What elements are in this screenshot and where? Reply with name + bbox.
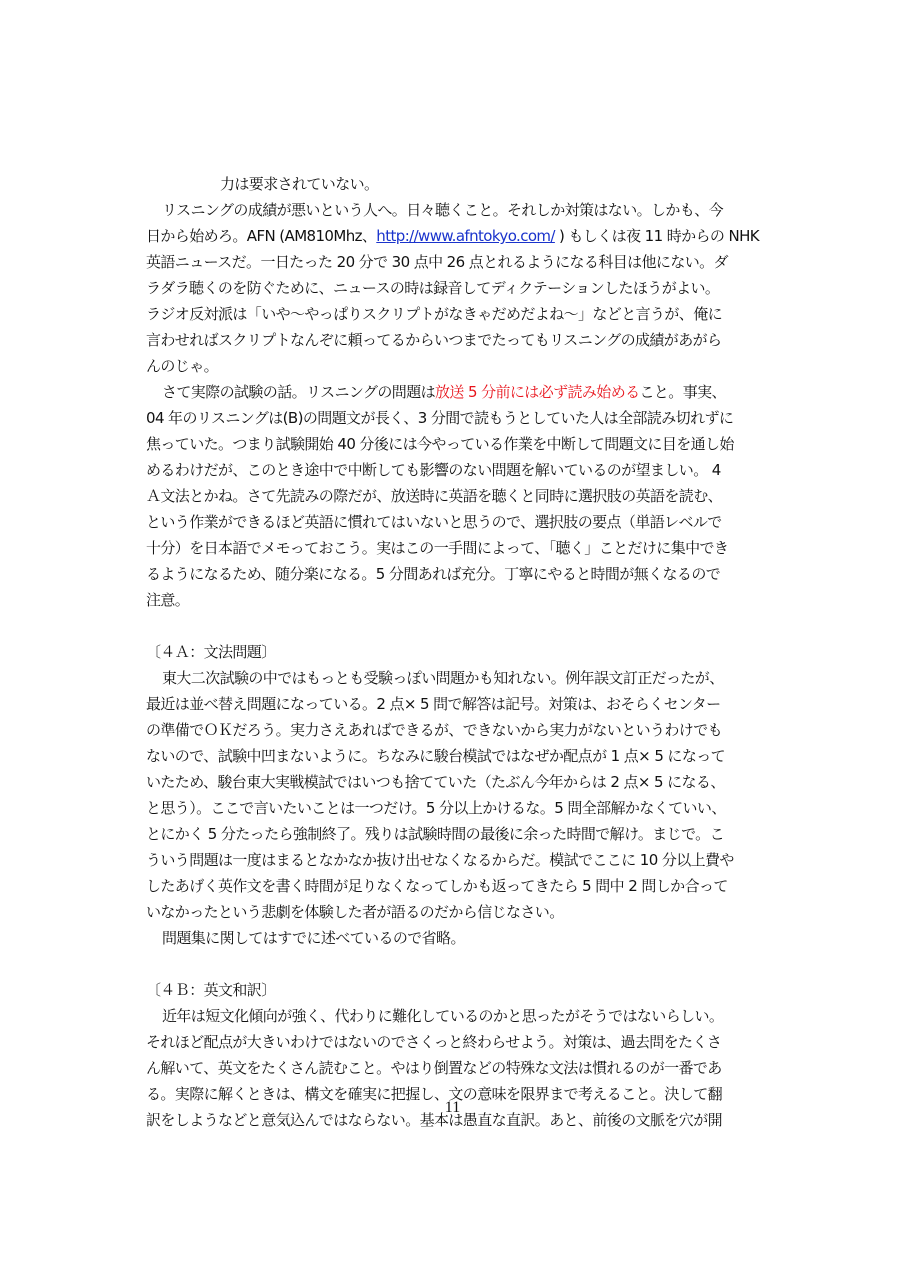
text-segment: 焦っていた。つまり試験開始 40 分後には今やっている作業を中断して問題文に目を通し始	[146, 435, 734, 453]
text-line	[146, 509, 774, 535]
text-line	[146, 1055, 774, 1081]
text-line	[146, 405, 774, 431]
document-body	[146, 171, 774, 1133]
text-segment: とにかく 5 分たったら強制終了。残りは試験時間の最後に余った時間で解け。まじで。こ	[146, 825, 724, 843]
text-segment: 近年は短文化傾向が強く、代わりに難化しているのかと思ったがそうではないらしい。	[162, 1007, 724, 1025]
text-segment: 日から始めろ。AFN (AM810Mhz、	[146, 227, 377, 245]
text-segment: の準備でＯＫだろう。実力さえあればできるが、できないから実力がないというわけでも	[146, 721, 723, 739]
text-line	[146, 249, 774, 275]
text-line	[146, 1003, 774, 1029]
text-segment: 〔４Ｂ：英文和訳〕	[146, 981, 276, 999]
text-line	[146, 561, 774, 587]
text-segment: 問題集に関してはすでに述べているので省略。	[162, 929, 465, 947]
text-segment: いなかったという悲劇を体験した者が語るのだから信じなさい。	[146, 903, 564, 921]
text-segment: 十分）を日本語でメモっておこう。実はこの一手間によって、「聴く」ことだけに集中でき	[146, 539, 729, 557]
text-segment: ん解いて、英文をたくさん読むこと。やはり倒置などの特殊な文法は慣れるのが一番であ	[146, 1059, 722, 1077]
text-segment: んのじゃ。	[146, 357, 219, 375]
text-segment: リスニングの成績が悪いという人へ。日々聴くこと。それしか対策はない。しかも、今	[162, 201, 724, 219]
text-line	[146, 795, 774, 821]
text-segment: と思う）。ここで言いたいことは一つだけ。5 分以上かけるな。5 問全部解かなくていい、	[146, 799, 726, 817]
text-line	[146, 223, 774, 249]
text-line	[146, 769, 774, 795]
text-line	[146, 431, 774, 457]
blank-line	[146, 613, 774, 639]
text-segment: 東大二次試験の中ではもっとも受験っぽい問題かも知れない。例年誤文訂正だったが、	[162, 669, 724, 687]
text-segment: 訳をしようなどと意気込んではならない。基本は愚直な直訳。あと、前後の文脈を穴が開	[146, 1111, 723, 1129]
text-line	[146, 743, 774, 769]
text-line	[146, 457, 774, 483]
text-segment: それほど配点が大きいわけではないのでさくっと終わらせよう。対策は、過去問をたくさ	[146, 1033, 722, 1051]
text-line	[146, 353, 774, 379]
text-line	[146, 301, 774, 327]
url-link[interactable]: http://www.afntokyo.com/	[376, 227, 555, 245]
blank-line	[146, 951, 774, 977]
text-segment: ないので、試験中凹まないように。ちなみに駿台模試ではなぜか配点が 1 点× 5 になって	[146, 747, 726, 765]
text-line	[146, 977, 774, 1003]
text-segment: ) もしくは夜 11 時からの NHK	[554, 227, 760, 245]
text-line	[146, 327, 774, 353]
text-line	[146, 639, 774, 665]
text-line	[146, 873, 774, 899]
text-line	[146, 587, 774, 613]
text-segment: こと。事実、	[639, 383, 726, 401]
text-line	[146, 717, 774, 743]
text-segment: めるわけだが、このとき途中で中断しても影響のない問題を解いているのが望ましい。 4	[146, 461, 721, 479]
text-segment: 04 年のリスニングは(B)の問題文が長く、3 分間で読もうとしていた人は全部読み切れずに	[146, 409, 734, 427]
text-line	[146, 925, 774, 951]
text-line	[146, 379, 774, 405]
text-segment: 言わせればスクリプトなんぞに頼ってるからいつまでたってもリスニングの成績があがら	[146, 331, 722, 349]
text-segment: 注意。	[146, 591, 190, 609]
text-segment: 〔４Ａ：文法問題〕	[146, 643, 276, 661]
text-segment: さて実際の試験の話。リスニングの問題は	[162, 383, 436, 401]
text-line	[146, 171, 774, 197]
text-segment: Ａ文法とかね。さて先読みの際だが、放送時に英語を聴くと同時に選択肢の英語を読む、	[146, 487, 723, 505]
text-segment: ラダラ聴くのを防ぐために、ニュースの時は録音してディクテーションしたほうがよい。	[146, 279, 720, 297]
text-segment: いたため、駿台東大実戦模試ではいつも捨てていた（たぶん今年からは 2 点× 5 になる、	[146, 773, 725, 791]
text-line	[146, 691, 774, 717]
text-line	[146, 275, 774, 301]
text-segment: 最近は並べ替え問題になっている。2 点× 5 問で解答は記号。対策は、おそらくセンター	[146, 695, 721, 713]
text-segment: 力は要求されていない。	[220, 175, 379, 193]
text-segment: という作業ができるほど英語に慣れてはいないと思うので、選択肢の要点（単語レベルで	[146, 513, 722, 531]
text-line	[146, 483, 774, 509]
text-line	[146, 899, 774, 925]
text-line	[146, 1029, 774, 1055]
text-segment: したあげく英作文を書く時間が足りなくなってしかも返ってきたら 5 問中 2 問しか合って	[146, 877, 728, 895]
text-line	[146, 535, 774, 561]
text-line	[146, 821, 774, 847]
emphasized-text: 放送 5 分前には必ず読み始める	[435, 383, 640, 401]
text-segment: ラジオ反対派は「いや～やっぱりスクリプトがなきゃだめだよね～」などと言うが、俺に	[146, 305, 723, 323]
text-line	[146, 197, 774, 223]
text-segment: 英語ニュースだ。一日たった 20 分で 30 点中 26 点とれるようになる科目は他にない。ダ	[146, 253, 728, 271]
text-line	[146, 847, 774, 873]
text-line	[146, 665, 774, 691]
text-segment: ういう問題は一度はまるとなかなか抜け出せなくなるからだ。模試でここに 10 分以上費や	[146, 851, 734, 869]
text-segment: るようになるため、随分楽になる。5 分間あれば充分。丁寧にやると時間が無くなるので	[146, 565, 721, 583]
text-segment: る。実際に解くときは、構文を確実に把握し、文の意味を限界まで考えること。決して翻	[146, 1085, 723, 1103]
page-number: 11	[444, 1099, 461, 1116]
